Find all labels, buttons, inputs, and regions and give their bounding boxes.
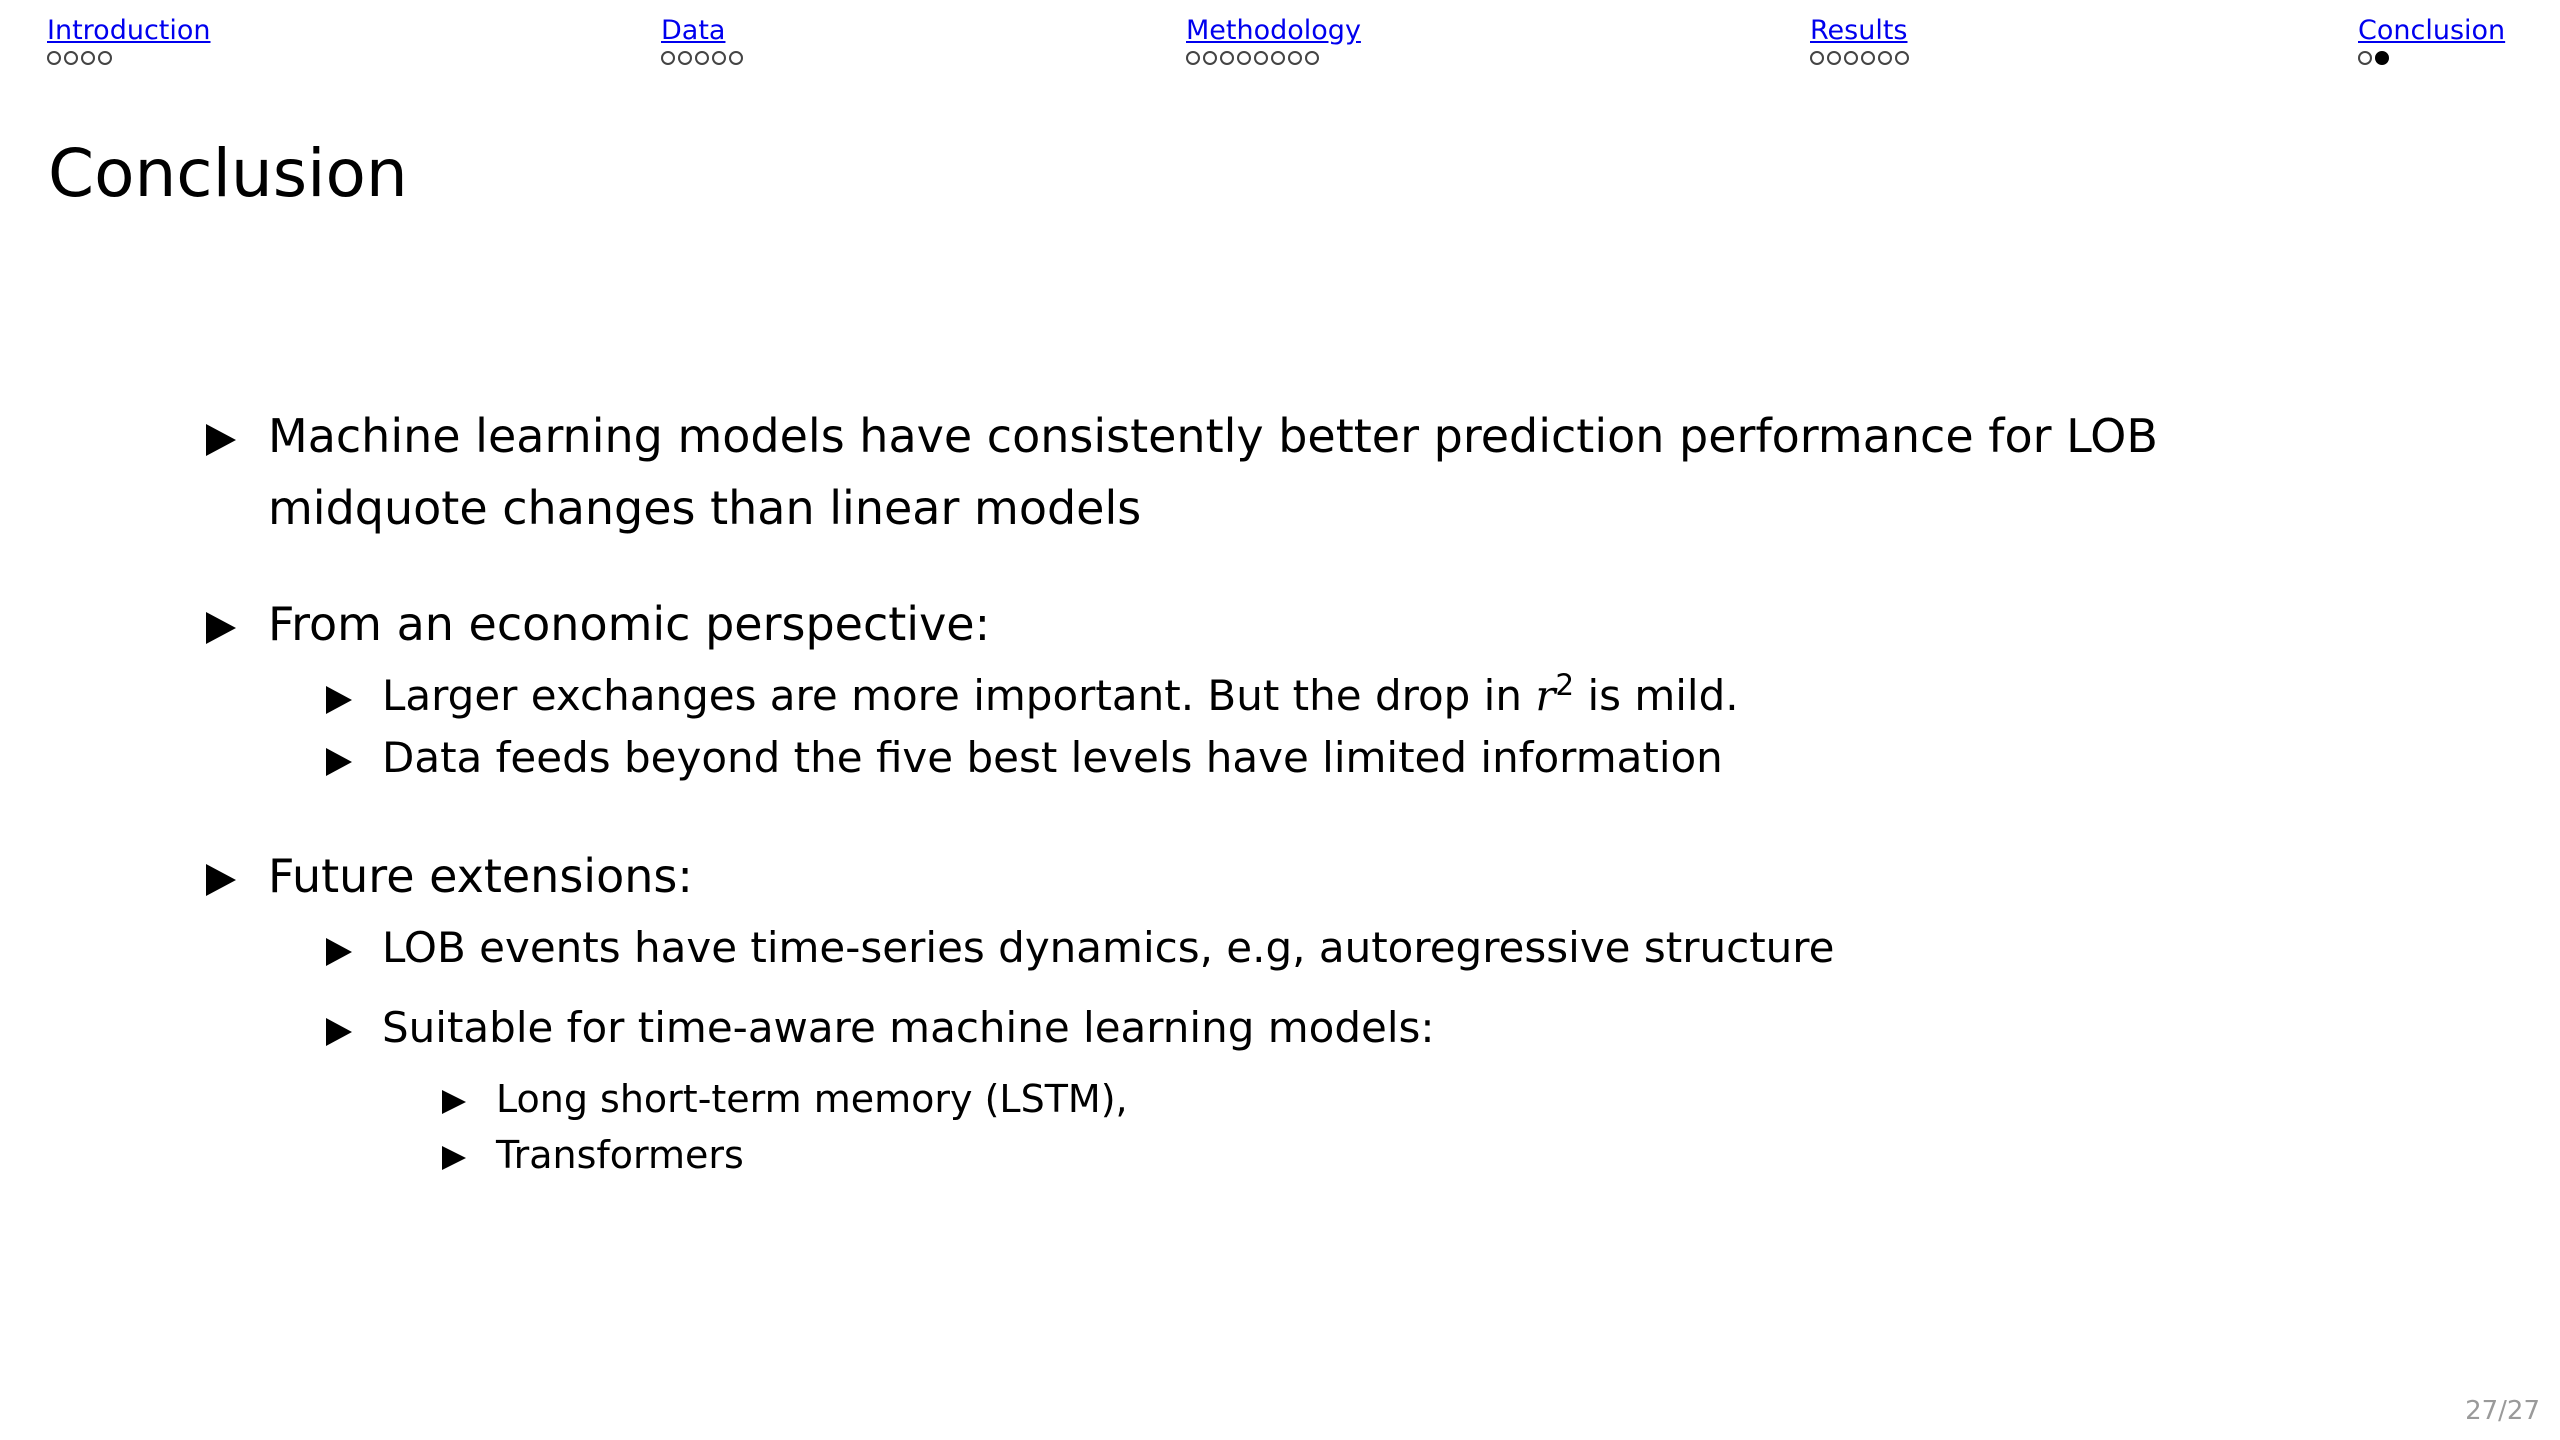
triangle-bullet-icon (326, 748, 352, 776)
bullet-3-sub-2-text: Suitable for time-aware machine learning models: (382, 1003, 1435, 1052)
triangle-bullet-icon (442, 1146, 466, 1170)
triangle-bullet-icon (442, 1090, 466, 1114)
bullet-2-sub-1 (326, 668, 1739, 724)
bullet-3-sub-1 (326, 923, 1835, 976)
math-superscript: 2 (1555, 668, 1575, 702)
bullet-3-sub-1-text: LOB events have time-series dynamics, e.g, autoregressive structure (382, 923, 1835, 972)
bullet-1-line-1: Machine learning models have consistently better prediction performance for LOB (268, 409, 2158, 463)
nav-link-conclusion[interactable]: Conclusion (2358, 15, 2506, 46)
bullet-3-sub-2-item-1-text: Long short-term memory (LSTM), (496, 1077, 1128, 1121)
triangle-bullet-icon (206, 864, 236, 896)
bullet-3-sub-2-item-1 (442, 1077, 1128, 1124)
triangle-bullet-icon (206, 612, 236, 644)
bullet-2-sub-1-pre: Larger exchanges are more important. But the drop in (382, 671, 1536, 720)
nav-link-introduction[interactable]: Introduction (47, 15, 211, 46)
bullet-3-sub-2-item-2 (442, 1133, 744, 1180)
bullet-2-sub-1-post: is mild. (1574, 671, 1739, 720)
math-variable-r: r (1535, 671, 1556, 720)
nav-link-data[interactable]: Data (661, 15, 726, 46)
bullet-1 (206, 409, 2158, 544)
bullet-2 (206, 597, 991, 660)
triangle-bullet-icon (326, 686, 352, 714)
bullet-2-sub-2-text: Data feeds beyond the five best levels have limited information (382, 733, 1723, 782)
triangle-bullet-icon (206, 424, 236, 456)
bullet-1-text (268, 400, 2158, 544)
bullet-2-text: From an economic perspective: (268, 597, 991, 651)
triangle-bullet-icon (326, 938, 352, 966)
bullet-3 (206, 849, 693, 912)
bullet-3-text: Future extensions: (268, 849, 693, 903)
page-title: Conclusion (48, 135, 408, 212)
bullet-2-sub-2 (326, 733, 1723, 786)
bullet-3-sub-2 (326, 1003, 1435, 1056)
bullet-2-sub-1-text (382, 668, 1739, 724)
page-number: 27/27 (2465, 1396, 2540, 1426)
nav-link-results[interactable]: Results (1810, 15, 1908, 46)
bullet-1-line-2: midquote changes than linear models (268, 481, 1142, 535)
triangle-bullet-icon (326, 1018, 352, 1046)
nav-link-methodology[interactable]: Methodology (1186, 15, 1361, 46)
bullet-3-sub-2-item-2-text: Transformers (496, 1133, 744, 1177)
